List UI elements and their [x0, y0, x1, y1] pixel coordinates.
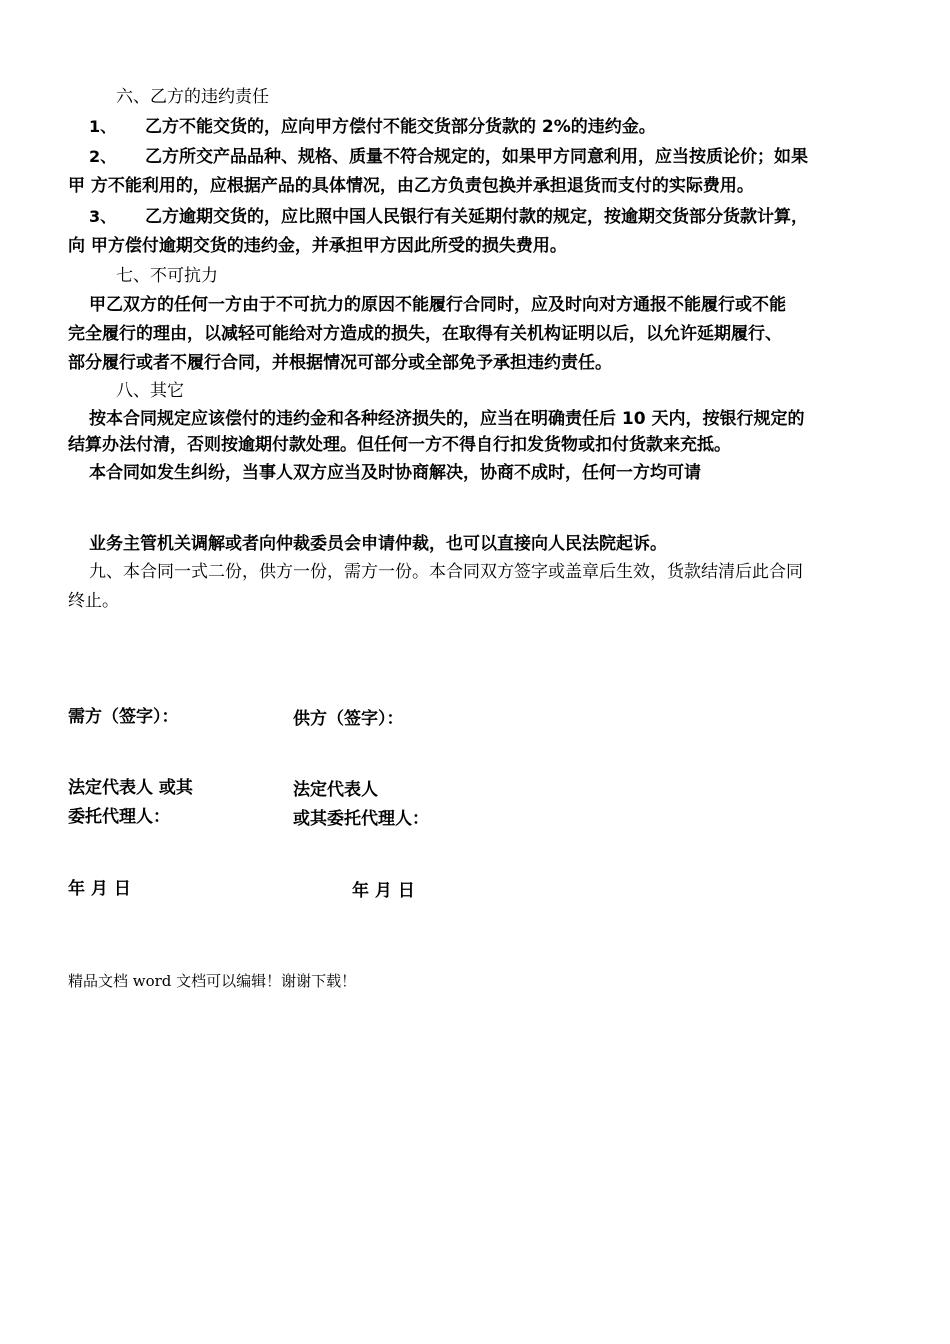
section-8-p1-line-2: 结算办法付清，否则按逾期付款处理。但任何一方不得自行扣发货物或扣付货款来充抵。: [68, 435, 731, 455]
item-3-line-2: 向 甲方偿付逾期交货的违约金，并承担甲方因此所受的损失费用。: [68, 236, 567, 256]
item-3-number: 3、: [89, 207, 117, 226]
item-1-number: 1、: [89, 117, 117, 136]
buyer-signature-label: 需方（签字）：: [68, 707, 179, 727]
section-7-line-3: 部分履行或者不履行合同，并根据情况可部分或全部免予承担违约责任。: [68, 353, 612, 373]
seller-representative-line-1: 法定代表人: [293, 780, 378, 800]
item-2-number: 2、: [89, 147, 117, 166]
item-1-line-1: 乙方不能交货的，应向甲方偿付不能交货部分货款的 2%的违约金。: [145, 117, 656, 137]
buyer-representative-line-1: 法定代表人 或其: [68, 778, 193, 798]
section-8-p1-line-1: 按本合同规定应该偿付的违约金和各种经济损失的，应当在明确责任后 10 天内，按银行规定的: [89, 409, 805, 429]
section-7-heading: 七、不可抗力: [116, 266, 218, 286]
section-8-p2: 本合同如发生纠纷，当事人双方应当及时协商解决，协商不成时，任何一方均可请: [89, 463, 701, 483]
section-8-p3: 业务主管机关调解或者向仲裁委员会申请仲裁，也可以直接向人民法院起诉。: [89, 534, 667, 554]
section-9-line-1: 九、本合同一式二份，供方一份，需方一份。本合同双方签字或盖章后生效，货款结清后此合同: [89, 562, 803, 582]
section-9-line-2: 终止。: [68, 591, 119, 611]
seller-signature-label: 供方（签字）：: [293, 709, 404, 729]
item-3-line-1: 乙方逾期交货的，应比照中国人民银行有关延期付款的规定，按逾期交货部分货款计算，: [145, 207, 808, 227]
seller-date: 年 月 日: [352, 881, 415, 901]
section-7-line-1: 甲乙双方的任何一方由于不可抗力的原因不能履行合同时，应及时向对方通报不能履行或不能: [89, 295, 786, 315]
buyer-representative-line-2: 委托代理人：: [68, 807, 170, 827]
item-2-line-2: 甲 方不能利用的，应根据产品的具体情况，由乙方负责包换并承担退货而支付的实际费用。: [68, 176, 754, 196]
document-footer: 精品文档 word 文档可以编辑！谢谢下载！: [68, 972, 357, 990]
seller-representative-line-2: 或其委托代理人：: [293, 809, 429, 829]
section-7-line-2: 完全履行的理由，以减轻可能给对方造成的损失，在取得有关机构证明以后，以允许延期履行、: [68, 324, 782, 344]
buyer-date: 年 月 日: [68, 879, 131, 899]
section-8-heading: 八、其它: [116, 381, 184, 401]
item-2-line-1: 乙方所交产品品种、规格、质量不符合规定的，如果甲方同意利用，应当按质论价；如果: [145, 147, 808, 167]
section-6-heading: 六、乙方的违约责任: [116, 87, 269, 107]
